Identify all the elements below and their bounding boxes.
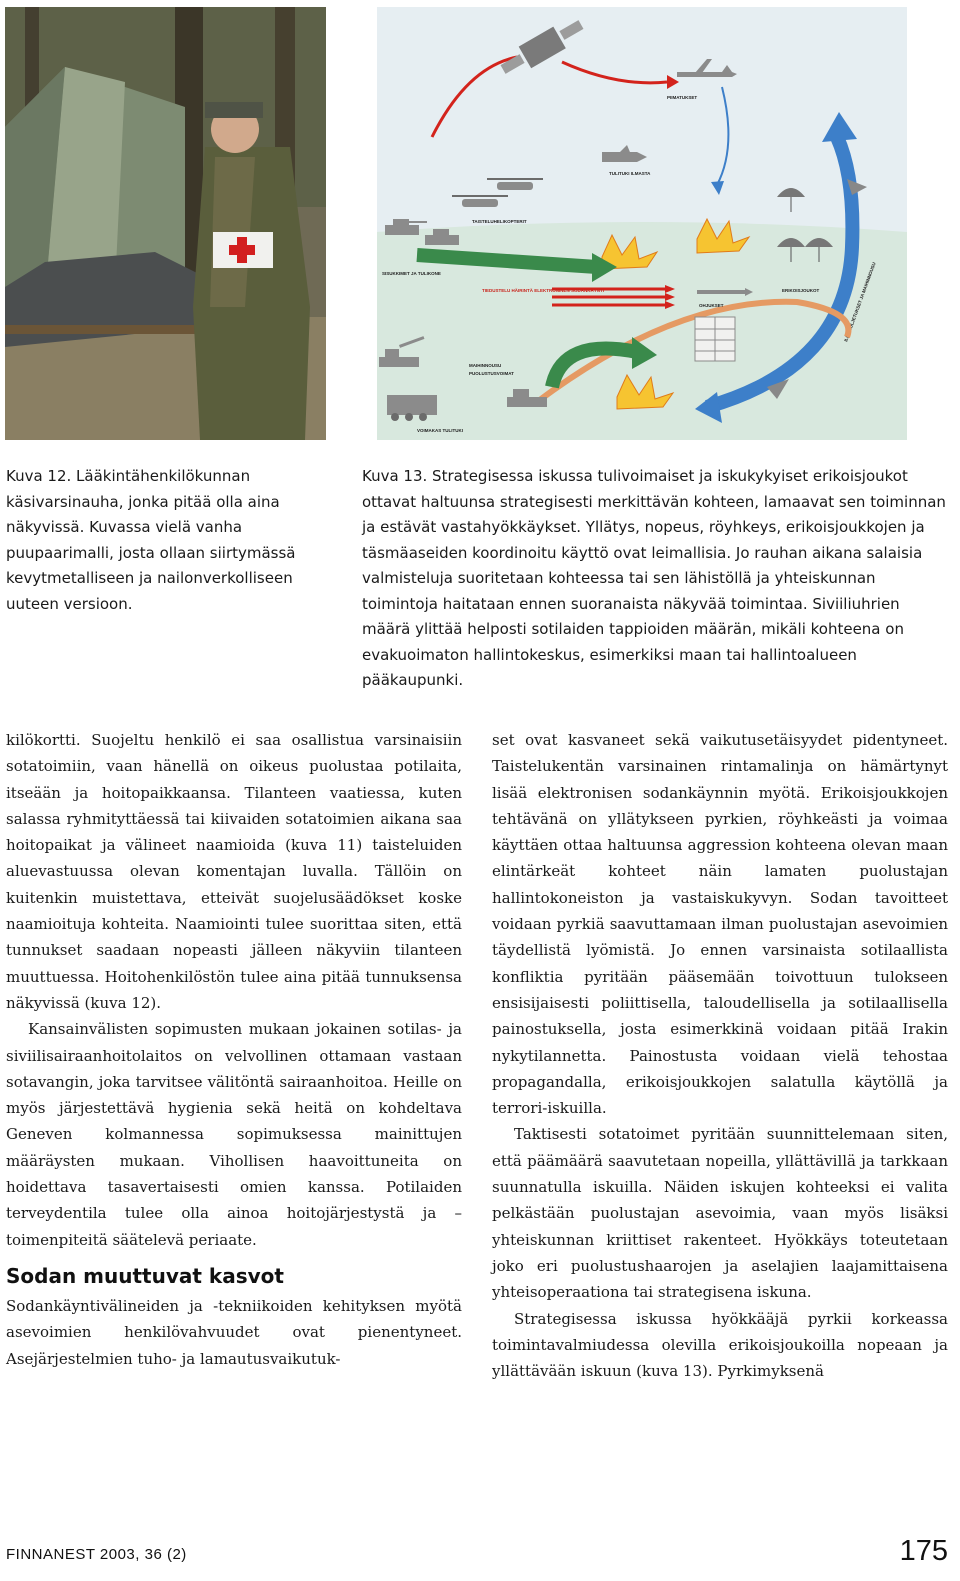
caption-text: Kuva 13. Strategisessa iskussa tulivoimaiset ja iskukykyiset erikoisjoukot ottavat haltuunsa strategisesti merkittävän kohteen, lamaavat sen toiminnan ja estävät vastahyökkäykset. Yllätys, nopeus, röyhkeys, erikoisjoukkojen ja täsmäaseiden koordinoitu käyttö ovat leimallisia. Jo rauhan aikana salaisia valmisteluja suoritetaan kohteessa tai sen lähistöllä ja yhteiskunnan toimintoja haitataan ennen suoranaista näkyvää toimintaa. Siviiliuhrien määrä ylittää helposti sotilaiden tappioiden määrän, mikäli kohteena on evakuoimaton hallintokeskus, esimerkiksi maan tai hallintoalueen pääkaupunki.	[362, 467, 946, 689]
caption-kuva-12	[6, 464, 326, 617]
svg-text:MAIHINNOUSU: MAIHINNOUSU	[469, 363, 502, 368]
page-number: 175	[899, 1535, 948, 1567]
paragraph: Strategisessa iskussa hyökkääjä pyrkii korkeassa toimintavalmiudessa olevilla erikoisjoukoilla nopeaan ja yllättävään iskuun (kuva 13). Pyrkimyksenä	[492, 1309, 948, 1381]
strategic-strike-diagram	[377, 7, 907, 440]
caption-text: Kuva 12. Lääkintähenkilökunnan käsivarsinauha, jonka pitää olla aina näkyvissä. Kuvassa vielä vanha puupaarimalli, josta ollaan siirtymässä kevytmetalliseen ja nailonverkolliseen uuteen versioon.	[6, 467, 296, 613]
paragraph: set ovat kasvaneet sekä vaikutusetäisyydet pidentyneet. Taistelukentän varsinainen rintamalinja on hämärtynyt lisää elektronisen sodankäynnin myötä. Erikoisjoukkojen tehtävänä on yllätykseen pyrkien, röyhkeästi ja voimaa käyttäen ottaa haltuunsa aggression kohteena olevan maan elintärkeät kohteet näin lamaten puolustajan hallintokoneiston ja vastaiskukyvyn. Sodan tavoitteet voidaan pyrkiä saavuttamaan ilman puolustajan asevoimien täydellistä lyömistä. Jo ennen varsinaista sotilaallista konfliktia pyritään pääsemään toivottuun tulokseen ensisijaisesti poliittisella, taloudellisella ja sotilaallisella painostuksella, josta esimerkkinä voidaan pitää Irakin nykytilannetta. Painostusta voidaan vielä tehostaa propagandalla, erikoisjoukkojen salatulla käytöllä ja terrori-iskuilla.	[492, 731, 948, 1118]
svg-text:OHJUKSET: OHJUKSET	[699, 303, 724, 308]
svg-text:TIEDUSTELU HÄIRINTÄ ELEKTRONIN: TIEDUSTELU HÄIRINTÄ ELEKTRONINEN SODANKÄYNTI	[482, 288, 605, 293]
sky-area	[377, 7, 907, 232]
paragraph: Sodankäyntivälineiden ja -tekniikoiden kehityksen myötä asevoimien henkilövahvuudet ovat pienentyneet. Asejärjestelmien tuho- ja lamautusvaikutuk-	[6, 1296, 462, 1368]
paragraph: Kansainvälisten sopimusten mukaan jokainen sotilas- ja siviilisairaanhoitolaitos on velvollinen ottamaan vastaan sotavangin, joka tarvitsee välitöntä sairaanhoitoa. Heille on myös järjestettävä hygienia sekä heitä on kohdeltava Geneven kolmannessa sopimuksessa mainittujen määräysten mukaan. Vihollisen haavoittuneita on hoidettava tasavertaisesti omien kanssa. Potilaiden terveydentila tulee olla ainoa hoitojärjestystä ja –toimenpiteitä säätelevä periaate.	[6, 1020, 462, 1249]
svg-text:TULITUKI ILMASTA: TULITUKI ILMASTA	[609, 171, 651, 176]
body-column-right	[492, 727, 948, 1384]
svg-text:TAISTELUHELIKOPTERIT: TAISTELUHELIKOPTERIT	[472, 219, 527, 224]
section-heading: Sodan muuttuvat kasvot	[6, 1263, 284, 1288]
body-column-left	[6, 727, 462, 1372]
caption-kuva-13	[362, 464, 947, 694]
paragraph: Taktisesti sotatoimet pyritään suunnittelemaan siten, että päämäärä saavutetaan nopeilla, yllättävillä ja tarkkaan suunnatulla iskuilla. Näiden iskujen kohteeksi ei valita pelkästään puolustajan asevoimia, vaan myös lisäksi yhteiskunnan kriittiset rakenteet. Hyökkäys toteutetaan joko eri puolustushaarojen ja aselajien laajamittaisena yhteisoperaationa tai strategisena iskuna.	[492, 1125, 948, 1302]
svg-text:SISUKKIMET JA TULIKONE: SISUKKIMET JA TULIKONE	[382, 271, 441, 276]
photo-medic-stretcher	[5, 7, 326, 440]
svg-text:PUOLUSTUSVOIMAT: PUOLUSTUSVOIMAT	[469, 371, 514, 376]
building-icon	[695, 317, 735, 361]
paragraph: kilökortti. Suojeltu henkilö ei saa osallistua varsinaisiin sotatoimiin, vaan hänellä on oikeus puolustaa potilaita, itseään ja hoitopaikkaansa. Tilanteen vaatiessa, kuten salassa ryhmityttäessä tai kiivaiden sotatoimien aikana saa hoitopaikat ja välineet naamioida (kuva 11) taisteluiden aluevastuussa olevan komentajan luvalla. Tällöin on kuitenkin muistettava, etteivät suojelusäädökset koske naamioituja kohteita. Naamiointi tulee suorittaa siten, että tunnukset saadaan nopeasti jälleen näkyviin tilanteen muuttuessa. Hoitohenkilöstön tulee aina pitää tunnuksensa näkyvissä (kuva 12).	[6, 731, 462, 1012]
svg-text:VOIMAKAS TULITUKI: VOIMAKAS TULITUKI	[417, 428, 463, 433]
svg-text:ILMAKULJETUKSET JA MAIHINNOUSU: ILMAKULJETUKSET JA MAIHINNOUSU	[843, 261, 877, 343]
svg-text:PIIMATUKSET: PIIMATUKSET	[667, 95, 698, 100]
journal-reference: FINNANEST 2003, 36 (2)	[6, 1546, 187, 1563]
svg-text:ERIKOISJOUKOT: ERIKOISJOUKOT	[782, 288, 820, 293]
